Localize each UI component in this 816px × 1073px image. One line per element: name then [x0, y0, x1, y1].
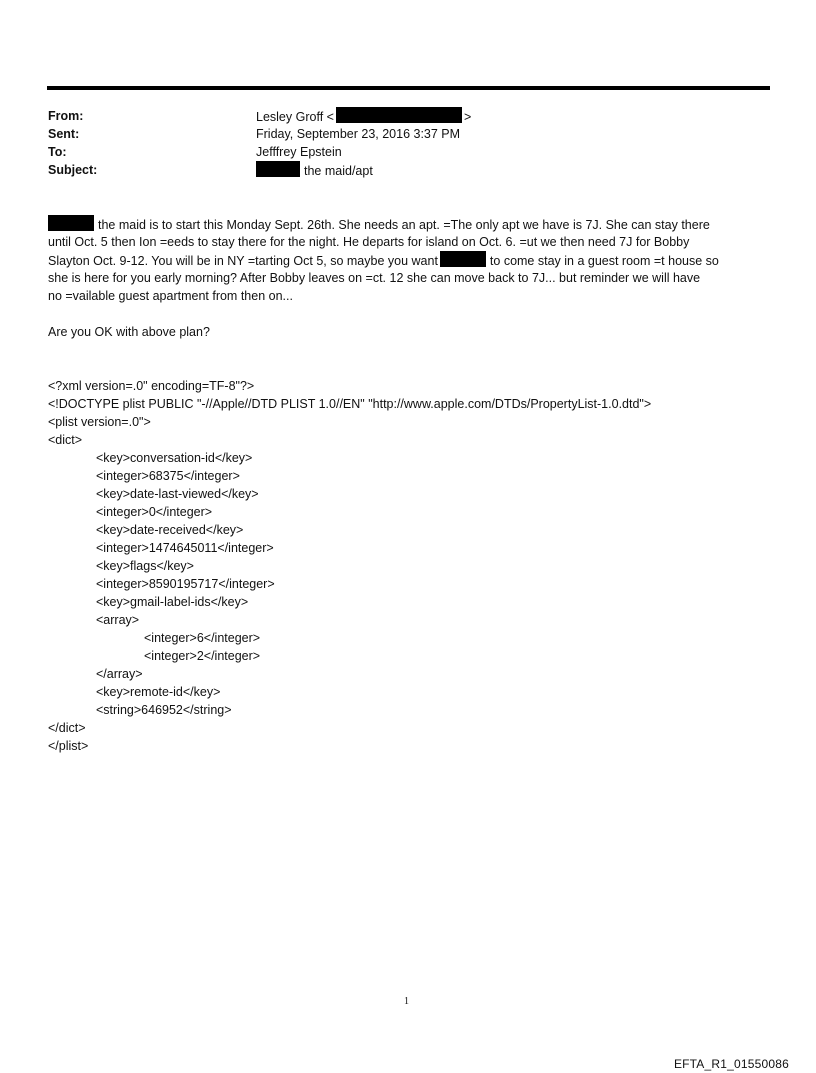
- email-header: [48, 107, 768, 179]
- from-label: From:: [48, 109, 84, 123]
- xml-line: <key>date-received</key>: [96, 523, 244, 537]
- redaction-block: [256, 161, 300, 177]
- sent-value: Friday, September 23, 2016 3:37 PM: [256, 127, 461, 141]
- xml-line: <integer>6</integer>: [144, 631, 261, 645]
- redaction-block: [48, 215, 94, 231]
- xml-line: <key>date-last-viewed</key>: [96, 487, 259, 501]
- sent-row: [48, 125, 768, 143]
- xml-line: <key>conversation-id</key>: [96, 451, 253, 465]
- body-line: [48, 215, 770, 233]
- xml-line: <key>flags</key>: [96, 559, 194, 573]
- xml-line: <key>gmail-label-ids</key>: [96, 595, 249, 609]
- xml-line: <integer>0</integer>: [96, 505, 213, 519]
- from-name: Lesley Groff <: [256, 110, 334, 124]
- subject-label: Subject:: [48, 163, 98, 177]
- body-line-text: Slayton Oct. 9-12. You will be in NY =tarting Oct 5, so maybe you want: [48, 254, 438, 268]
- xml-line: <integer>1474645011</integer>: [96, 541, 274, 555]
- to-value: Jefffrey Epstein: [256, 145, 342, 159]
- xml-line: </plist>: [48, 739, 89, 753]
- header-rule: [47, 86, 770, 90]
- body-line-text: the maid is to start this Monday Sept. 26th. She needs an apt. =The only apt we have is 7J. She can stay there: [98, 218, 710, 232]
- xml-line: <?xml version=.0" encoding=TF-8"?>: [48, 379, 255, 393]
- from-close: >: [463, 110, 472, 124]
- from-value: [256, 107, 471, 126]
- document-id: EFTA_R1_01550086: [673, 1057, 789, 1071]
- redaction-block: [440, 251, 486, 267]
- xml-line: <integer>8590195717</integer>: [96, 577, 275, 591]
- body-line: [48, 251, 770, 269]
- redaction-block: [336, 107, 462, 123]
- xml-line: <integer>2</integer>: [144, 649, 261, 663]
- body-line: she is here for you early morning? After Bobby leaves on =ct. 12 she can move back to 7J... but reminder we will have: [48, 271, 701, 285]
- xml-line: <!DOCTYPE plist PUBLIC "-//Apple//DTD PLIST 1.0//EN" "http://www.apple.com/DTDs/PropertyList-1.0.dtd">: [48, 397, 652, 411]
- xml-metadata: [48, 377, 770, 755]
- page-number: 1: [404, 996, 409, 1007]
- to-row: [48, 143, 768, 161]
- subject-value: [256, 161, 373, 180]
- xml-line: </array>: [96, 667, 143, 681]
- sent-label: Sent:: [48, 127, 80, 141]
- xml-line: <array>: [96, 613, 140, 627]
- xml-line: <integer>68375</integer>: [96, 469, 240, 483]
- subject-text: the maid/apt: [304, 164, 373, 178]
- body-line: until Oct. 5 then Ion =eeds to stay there for the night. He departs for island on Oct. 6. =ut we then need 7J for Bobby: [48, 235, 690, 249]
- xml-line: <string>646952</string>: [96, 703, 232, 717]
- xml-line: <key>remote-id</key>: [96, 685, 221, 699]
- xml-line: <dict>: [48, 433, 83, 447]
- email-body: [48, 215, 770, 305]
- subject-row: [48, 161, 768, 179]
- to-label: To:: [48, 145, 67, 159]
- body-line-text: to come stay in a guest room =t house so: [489, 254, 719, 268]
- body-line: no =vailable guest apartment from then on...: [48, 289, 293, 303]
- xml-line: </dict>: [48, 721, 86, 735]
- xml-line: <plist version=.0">: [48, 415, 151, 429]
- question-line: Are you OK with above plan?: [48, 325, 210, 339]
- from-row: [48, 107, 768, 125]
